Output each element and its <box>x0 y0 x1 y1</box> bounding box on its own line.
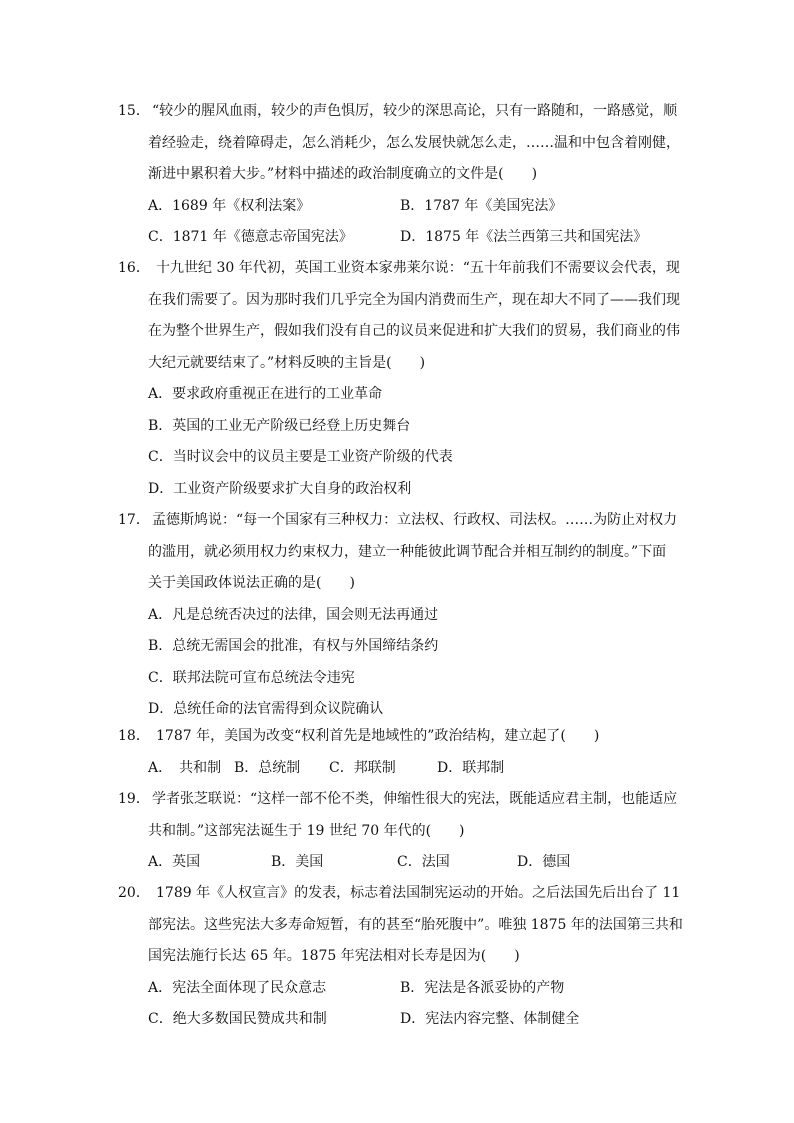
option-c: C．当时议会中的议员主要是工业资产阶级的代表 <box>148 449 453 465</box>
question-stem-line: 在我们需要了。因为那时我们几乎完全为国内消费而生产，现在却大不同了——我们现 <box>148 291 680 308</box>
option-a: A．凡是总统否决过的法律，国会则无法再通过 <box>148 606 439 623</box>
option-b: B．宪法是各派妥协的产物 <box>400 979 565 996</box>
question-17 <box>118 505 678 726</box>
question-number: 19． <box>118 791 150 807</box>
question-number: 18． <box>118 728 150 744</box>
option-a: A．宪法全面体现了民众意志 <box>148 979 327 996</box>
option-a: A．要求政府重视正在进行的工业革命 <box>148 386 383 402</box>
question-stem-line: 15． “较少的腥风血雨，较少的声色惧厉，较少的深思高论，只有一路随和，一路感觉，顺 <box>118 96 678 128</box>
question-stem-line: 18． 1787 年，美国为改变“权利首先是地域性的”政治结构，建立起了( ) <box>118 721 678 753</box>
option-c: C．1871 年《德意志帝国宪法》 <box>148 229 353 245</box>
option-d: D．1875 年《法兰西第三共和国宪法》 <box>400 229 648 245</box>
question-stem-line: 17． 孟德斯鸠说：“每一个国家有三种权力：立法权、行政权、司法权。……为防止对权力 <box>118 505 678 537</box>
question-16 <box>118 253 678 505</box>
question-19 <box>118 784 678 879</box>
option-c: C．邦联制 <box>329 759 396 776</box>
question-number: 20． <box>118 885 150 901</box>
question-stem-line: 关于美国政体说法正确的是( ) <box>148 575 355 591</box>
option-d: D．宪法内容完整、体制健全 <box>400 1011 580 1027</box>
question-stem-line: 大纪元就要结束了。”材料反映的主旨是( ) <box>148 354 426 371</box>
option-b: B．英国的工业无产阶级已经登上历史舞台 <box>148 417 411 434</box>
option-b: B．美国 <box>271 854 324 870</box>
option-row <box>118 753 678 785</box>
question-stem-line: 着经验走，绕着障碍走，怎么消耗少，怎么发展快就怎么走，……温和中包含着刚健， <box>148 134 680 151</box>
option-b: B．总统制 <box>234 759 301 776</box>
option-row <box>118 191 678 223</box>
option-d: D．总统任命的法官需得到众议院确认 <box>148 701 384 717</box>
question-20 <box>118 878 683 1036</box>
question-stem-line: 国宪法施行长达 65 年。1875 年宪法相对长寿是因为( ) <box>148 948 520 964</box>
option-c: C．法国 <box>397 854 450 870</box>
question-number: 17． <box>118 512 150 528</box>
option-c: C．绝大多数国民赞成共和制 <box>148 1011 327 1027</box>
question-18 <box>118 721 678 784</box>
option-c: C．联邦法院可宣布总统法令违宪 <box>148 669 355 686</box>
option-row <box>118 973 678 1005</box>
option-row <box>118 1004 678 1036</box>
option-b: B．1787 年《美国宪法》 <box>400 197 563 214</box>
question-15 <box>118 96 678 254</box>
option-d: D．德国 <box>517 854 571 870</box>
option-b: B．总统无需国会的批准，有权与外国缔结条约 <box>148 638 439 654</box>
question-number: 15． <box>118 103 150 119</box>
option-a: A． 共和制 <box>148 759 222 776</box>
question-stem-line: 在为整个世界生产，假如我们没有自己的议员来促进和扩大我们的贸易，我们商业的伟 <box>148 323 680 339</box>
question-stem-line: 渐进中累积着大步。”材料中描述的政治制度确立的文件是( ) <box>148 166 538 182</box>
option-a: A．1689 年《权利法案》 <box>148 197 311 214</box>
option-row <box>118 222 678 254</box>
question-stem-line: 16． 十九世纪 30 年代初，英国工业资本家弗莱尔说：“五十年前我们不需要议会代表，现 <box>118 253 678 285</box>
question-stem-line: 19． 学者张芝联说：“这样一部不伦不类，伸缩性很大的宪法，既能适应君主制，也能适应 <box>118 784 678 816</box>
question-number: 16． <box>118 260 150 276</box>
option-a: A．英国 <box>148 854 201 870</box>
question-stem-line: 的滥用，就必须用权力约束权力，建立一种能彼此调节配合并相互制约的制度。”下面 <box>148 543 667 560</box>
question-stem-line: 20． 1789 年《人权宣言》的发表，标志着法国制宪运动的开始。之后法国先后出台了 11 <box>118 878 678 910</box>
option-d: D．工业资产阶级要求扩大自身的政治权利 <box>148 480 412 497</box>
option-d: D．联邦制 <box>437 759 505 776</box>
question-stem-line: 共和制。”这部宪法诞生于 19 世纪 70 年代的( ) <box>148 822 465 839</box>
question-stem-line: 部宪法。这些宪法大多寿命短暂，有的甚至“胎死腹中”。唯独 1875 年的法国第三共和 <box>148 916 683 933</box>
option-row <box>118 847 678 879</box>
